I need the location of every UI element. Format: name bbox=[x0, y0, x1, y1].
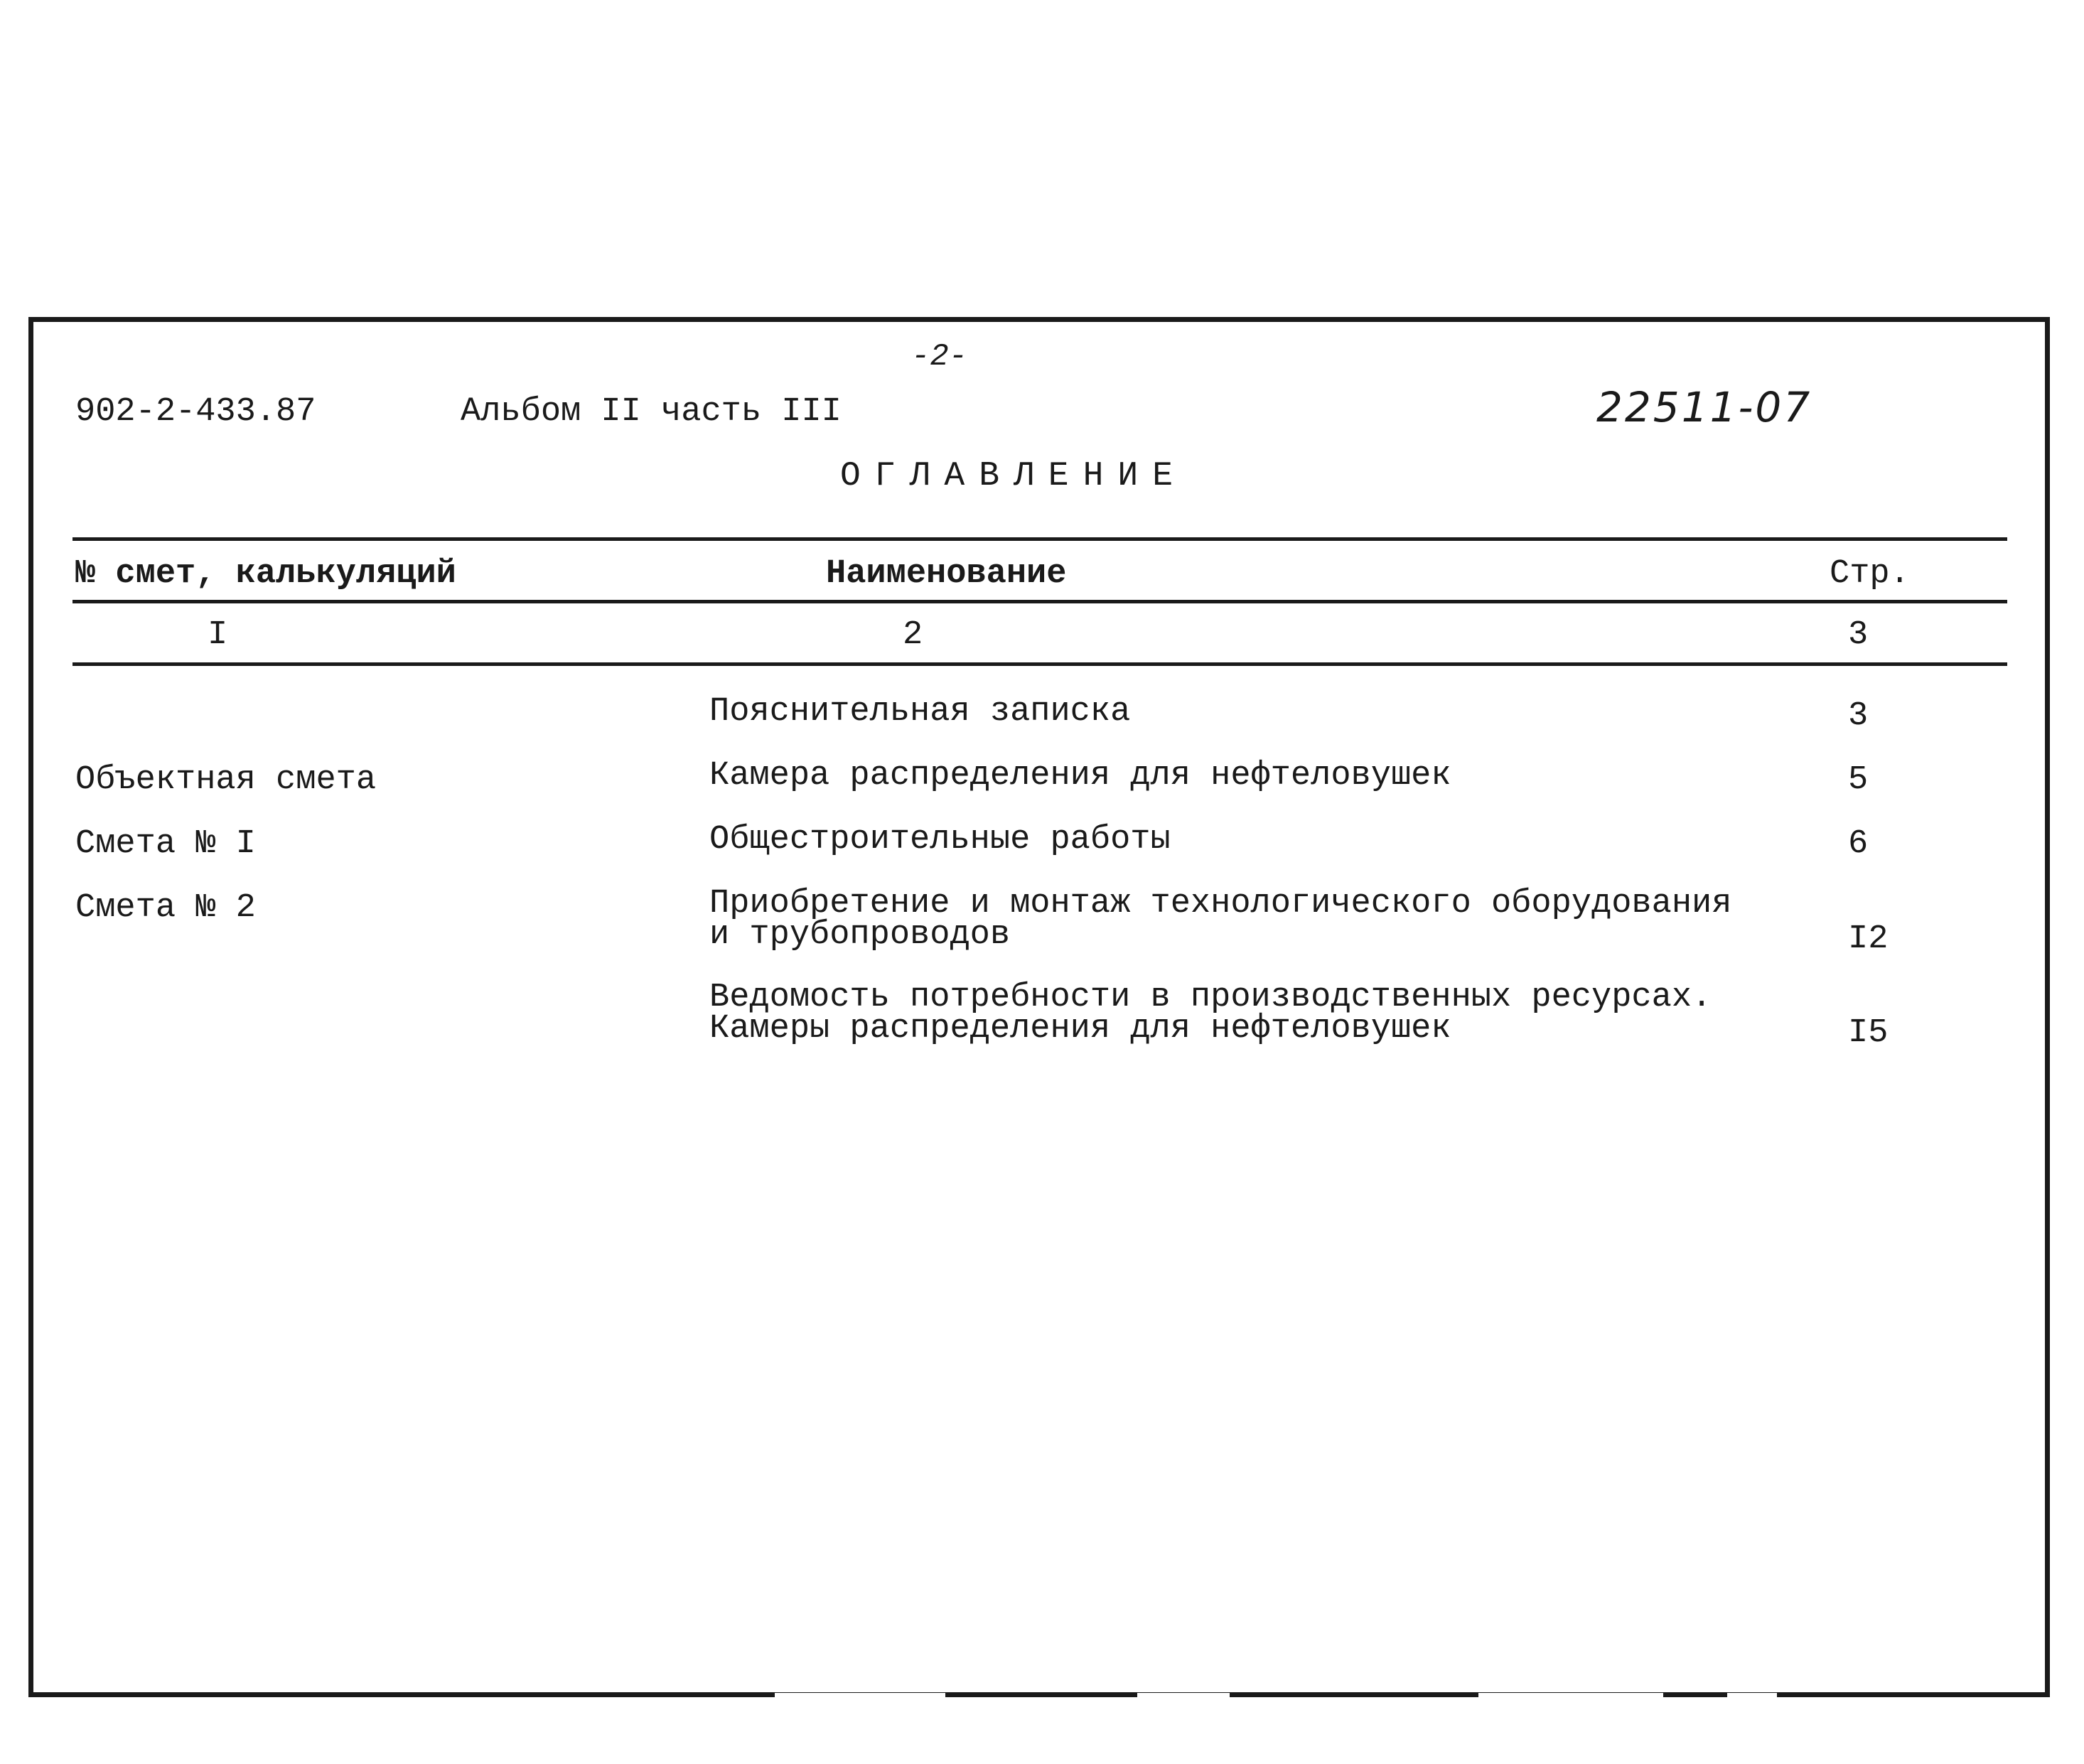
row-name-line: Пояснительная записка bbox=[709, 693, 1131, 731]
row-name-line: Камера распределения для нефтеловушек bbox=[709, 757, 1451, 795]
scan-gap bbox=[1727, 1693, 1777, 1700]
column-number-2: 2 bbox=[903, 616, 923, 654]
row-code: Объектная смета bbox=[75, 761, 377, 799]
column-number-3: 3 bbox=[1848, 616, 1869, 654]
row-code: Смета № 2 bbox=[75, 889, 256, 927]
row-page: I5 bbox=[1848, 1014, 1889, 1052]
column-header-page: Стр. bbox=[1830, 555, 1910, 593]
row-name bbox=[709, 757, 1451, 795]
row-page: 5 bbox=[1848, 761, 1869, 799]
row-name-line: Ведомость потребности в производственных ресурсах. bbox=[709, 979, 1712, 1016]
row-name bbox=[709, 885, 1732, 954]
table-top-rule bbox=[72, 537, 2007, 541]
row-page: I2 bbox=[1848, 920, 1889, 958]
row-name-line: Камеры распределения для нефтеловушек bbox=[709, 1010, 1451, 1048]
row-page: 3 bbox=[1848, 697, 1869, 735]
album-label: Альбом II часть III bbox=[461, 393, 842, 431]
row-name bbox=[709, 821, 1171, 859]
header-divider-rule bbox=[72, 600, 2007, 603]
row-page: 6 bbox=[1848, 825, 1869, 863]
row-code: Смета № I bbox=[75, 825, 256, 863]
row-name bbox=[709, 693, 1131, 731]
page-title: ОГЛАВЛЕНИЕ bbox=[839, 457, 1188, 495]
row-name-line: Общестроительные работы bbox=[709, 821, 1171, 859]
row-name-line: и трубопроводов bbox=[709, 916, 1011, 954]
row-name-line: Приобретение и монтаж технологического оборудования bbox=[709, 885, 1732, 923]
scan-gap bbox=[1478, 1693, 1663, 1700]
scan-gap bbox=[775, 1693, 945, 1700]
column-number-1: I bbox=[208, 616, 228, 654]
page-number: -2- bbox=[911, 339, 968, 375]
column-header-name: Наименование bbox=[826, 555, 1067, 593]
document-code: 902-2-433.87 bbox=[75, 393, 316, 431]
scan-gap bbox=[1137, 1693, 1230, 1700]
row-name bbox=[709, 979, 1712, 1048]
handwritten-number: 22511-07 bbox=[1596, 383, 1812, 431]
table-body-rule bbox=[72, 662, 2007, 666]
column-header-codes: № смет, калькуляций bbox=[75, 555, 456, 593]
